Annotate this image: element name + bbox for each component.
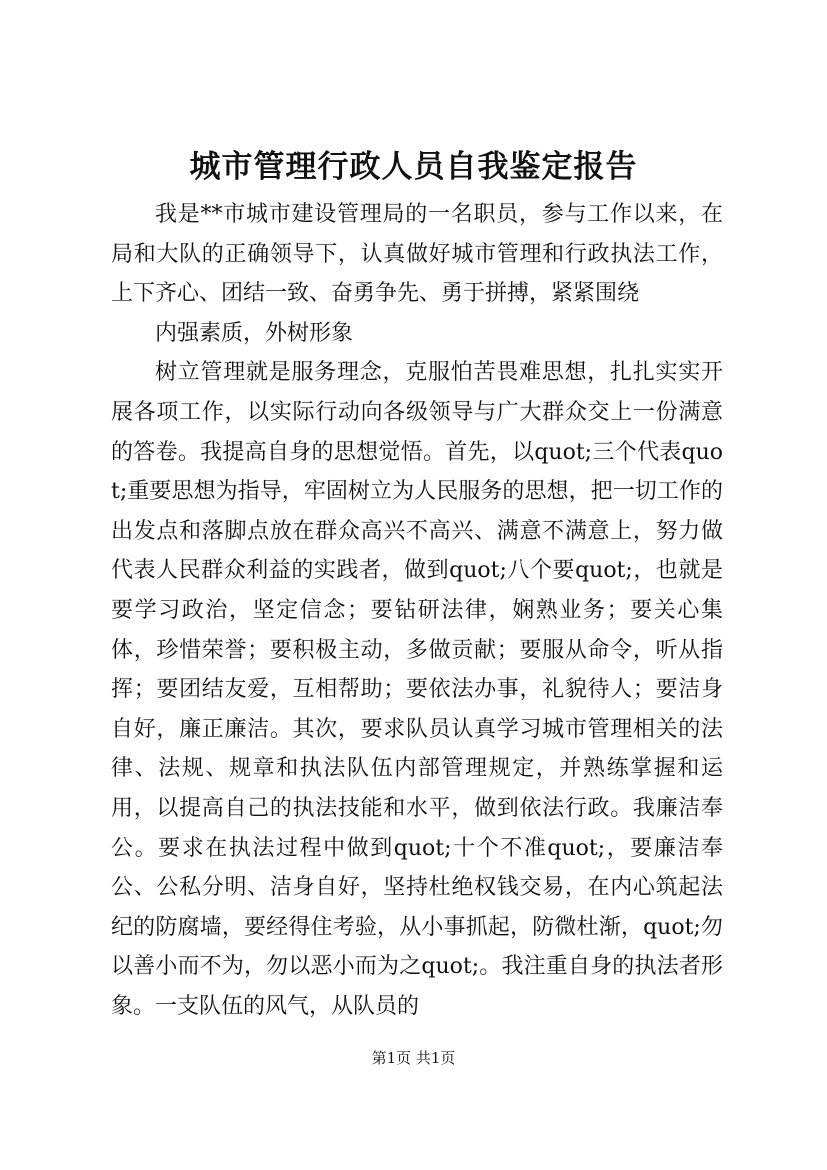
- paragraph-intro: 我是**市城市建设管理局的一名职员，参与工作以来，在局和大队的正确领导下，认真做好城市管理和行政执法工作，上下齐心、团结一致、奋勇争先、勇于拼搏，紧紧围绕: [111, 202, 723, 307]
- page-footer: 第1页 共1页: [371, 1049, 456, 1067]
- document-title: 城市管理行政人员自我鉴定报告: [189, 149, 638, 185]
- paragraph-main: 树立管理就是服务理念，克服怕苦畏难思想，扎扎实实开展各项工作，以实际行动向各级领导与广大群众交上一份满意的答卷。我提高自身的思想觉悟。首先，以quot;三个代表quot;重要思想为指导，牢固树立为人民服务的思想，把一切工作的出发点和落脚点放在群众高兴不高兴、满意不满意上，努力做代表人民群众利益的实践者，做到quot;八个要quot;，也就是要学习政治，坚定信念；要钻研法律，娴熟业务；要关心集体，珍惜荣誉；要积极主动，多做贡献；要服从命令，听从指挥；要团结友爱，互相帮助；要依法办事，礼貌待人；要洁身自好，廉正廉洁。其次，要求队员认真学习城市管理相关的法律、法规、规章和执法队伍内部管理规定，并熟练掌握和运用，以提高自己的执法技能和水平，做到依法行政。我廉洁奉公。要求在执法过程中做到quot;十个不准quot;，要廉洁奉公、公私分明、洁身自好，坚持杜绝权钱交易，在内心筑起法纪的防腐墙，要经得住考验，从小事抓起，防微杜渐，quot;勿以善小而不为，勿以恶小而为之quot;。我注重自身的执法者形象。一支队伍的风气，从队员的: [111, 360, 723, 1019]
- paragraph-slogan: 内强素质，外树形象: [155, 320, 354, 346]
- document-body: [111, 195, 723, 1026]
